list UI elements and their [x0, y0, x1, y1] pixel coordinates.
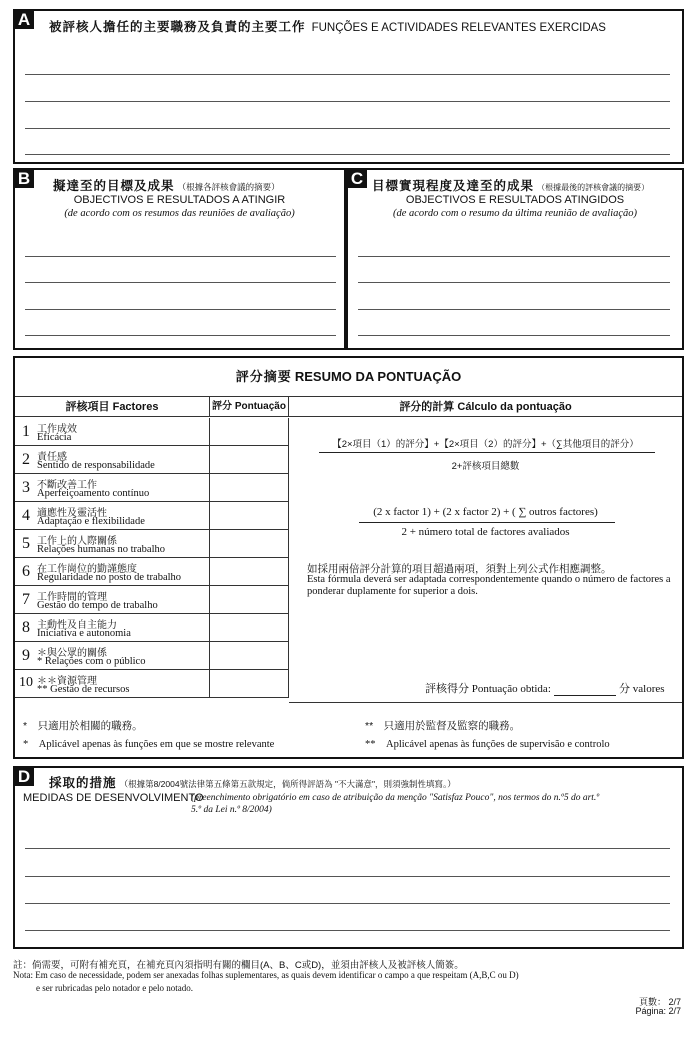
section-c-line-2[interactable] — [358, 282, 670, 283]
section-d-letter: D — [14, 767, 34, 786]
formula-note-pt: Esta fórmula deverá ser adaptada correspondentemente quando o número de factores a ponderar duplamente for superior a dois. — [307, 574, 671, 597]
formula-pt-fraction-line — [359, 522, 615, 523]
result-unit: 分 valores — [619, 683, 665, 695]
section-d-title-zh: 採取的措施 — [49, 776, 117, 790]
factor-row-9 — [15, 642, 209, 670]
factor-row-10 — [15, 670, 209, 698]
footer-note-pt-line-2: e ser rubricadas pelo notador e pelo notado. — [36, 983, 193, 993]
section-d-title-zh-note: （根據第8/2004號法律第五條第五款規定，倘所得評語為 "不大滿意"，則須強制性填寫。） — [119, 779, 456, 789]
section-b-line-2[interactable] — [25, 282, 336, 283]
factors-header — [15, 397, 209, 417]
formula-zh-denominator: 2+評核項目總數 — [451, 461, 520, 472]
page-number-pt: Página: 2/7 — [635, 1006, 681, 1016]
factor-name-pt: Aperfeiçoamento contínuo — [37, 488, 150, 499]
factor-name-zh: 在工作崗位的勤謹態度 — [37, 564, 137, 575]
section-a-line-4[interactable] — [25, 154, 670, 155]
footnote-2-zh: ** 只適用於監督及監察的職務。 — [365, 720, 521, 732]
section-d-title-pt: MEDIDAS DE DESENVOLVIMENTO — [23, 792, 204, 804]
factor-name-pt: Regularidade no posto de trabalho — [37, 572, 182, 583]
section-d-note-line-1: (preenchimento obrigatório em caso de atribuição da menção "Satisfaz Pouco", nos termos do n.º5 do art.º — [191, 793, 600, 803]
section-c-line-1[interactable] — [358, 256, 670, 257]
footer-note-zh: 註：倘需要，可附有補充頁，在補充頁內須指明有關的欄目(A、B、C或D)，並須由評核人及被評核人簡簽。 — [13, 960, 464, 971]
score-cell-6[interactable] — [209, 558, 289, 586]
section-a-title-zh: 被評核人擔任的主要職務及負責的主要工作 — [49, 20, 306, 34]
section-c-subtitle-pt: (de acordo com o resumo da última reunião de avaliação) — [392, 208, 638, 219]
section-c-title — [372, 176, 649, 194]
section-c — [346, 168, 684, 350]
result-label: 評核得分 Pontuação obtida: — [425, 683, 551, 695]
section-b-title-zh: 擬達至的目標及成果 — [53, 179, 175, 193]
section-b-title — [53, 176, 280, 194]
section-b-subtitle-pt: (de acordo com os resumos das reuniões de avaliação) — [64, 208, 295, 219]
section-b-line-1[interactable] — [25, 256, 336, 257]
score-header-zh: 評分 — [212, 401, 233, 412]
factor-name-pt: Iniciativa e autonomia — [37, 628, 131, 639]
section-b-line-4[interactable] — [25, 335, 336, 336]
summary-title-zh: 評分摘要 — [235, 369, 292, 384]
score-cell-8[interactable] — [209, 614, 289, 642]
factor-number: 8 — [22, 619, 30, 636]
factor-number: 3 — [22, 479, 30, 496]
factor-row-5 — [15, 530, 209, 558]
section-a-title-pt: FUNÇÕES E ACTIVIDADES RELEVANTES EXERCIDAS — [311, 22, 606, 34]
score-cell-4[interactable] — [209, 502, 289, 530]
formula-zh-fraction-line — [319, 452, 655, 453]
factor-name-pt: Adaptação e flexibilidade — [37, 516, 145, 527]
factor-row-1 — [15, 418, 209, 446]
factor-number: 10 — [19, 675, 33, 690]
section-d-title — [49, 773, 456, 791]
factor-row-2 — [15, 446, 209, 474]
calc-header-zh: 評分的計算 — [399, 401, 455, 413]
summary-section — [13, 356, 684, 759]
factor-name-zh: ＊＊資源管理 — [37, 676, 97, 687]
factor-name-zh: 適應性及靈活性 — [37, 508, 107, 519]
factor-number: 1 — [22, 423, 30, 440]
section-c-title-zh: 目標實現程度及達至的成果 — [372, 179, 535, 193]
section-a — [13, 9, 684, 164]
calc-header-pt: Cálculo da pontuação — [457, 401, 572, 413]
factor-number: 6 — [22, 563, 30, 580]
formula-pt-denominator: 2 + número total de factores avaliados — [401, 526, 570, 538]
formula-pt-numerator: (2 x factor 1) + (2 x factor 2) + ( ∑ outros factores) — [373, 506, 598, 518]
score-cell-3[interactable] — [209, 474, 289, 502]
factor-number: 4 — [22, 507, 30, 524]
section-a-letter: A — [14, 10, 34, 29]
factor-row-4 — [15, 502, 209, 530]
section-c-title-zh-note: （根據最後的評核會議的摘要） — [537, 183, 650, 192]
section-a-title — [49, 17, 606, 35]
score-header-pt: Pontuação — [234, 401, 286, 412]
formula-note-zh: 如採用兩倍評分計算的項目超過兩項，須對上列公式作相應調整。 — [307, 563, 612, 575]
section-a-line-1[interactable] — [25, 74, 670, 75]
score-cell-7[interactable] — [209, 586, 289, 614]
calc-header — [289, 397, 682, 417]
factor-name-zh: 主動性及自主能力 — [37, 620, 117, 631]
factor-name-pt: Gestão do tempo de trabalho — [37, 600, 158, 611]
section-d-line-3[interactable] — [25, 903, 670, 904]
factor-row-7 — [15, 586, 209, 614]
factor-row-8 — [15, 614, 209, 642]
result-row — [425, 680, 665, 696]
factor-name-pt: Relações humanas no trabalho — [37, 544, 165, 555]
summary-table — [15, 396, 682, 702]
factor-number: 5 — [22, 535, 30, 552]
factor-row-6 — [15, 558, 209, 586]
result-value[interactable] — [554, 684, 616, 696]
factor-name-zh: 工作時間的管理 — [37, 592, 107, 603]
section-d-line-4[interactable] — [25, 930, 670, 931]
score-cell-5[interactable] — [209, 530, 289, 558]
factors-header-pt: Factores — [112, 401, 159, 413]
factors-header-zh: 評核項目 — [65, 401, 110, 413]
factor-name-pt: ** Gestão de recursos — [37, 684, 130, 695]
section-c-letter: C — [347, 169, 367, 188]
calc-area — [289, 418, 682, 703]
factor-number: 7 — [22, 591, 30, 608]
score-cell-2[interactable] — [209, 446, 289, 474]
section-b — [13, 168, 346, 350]
footer-note-pt-line-1: Nota: Em caso de necessidade, podem ser anexadas folhas suplementares, as quais devem identificar o campo a que respeitam (A,B,C ou D) — [13, 970, 519, 980]
section-a-line-3[interactable] — [25, 128, 670, 129]
section-a-line-2[interactable] — [25, 101, 670, 102]
summary-title — [15, 366, 682, 385]
factor-name-zh: 工作上的人際關係 — [37, 536, 117, 547]
score-header — [209, 397, 289, 417]
factor-number: 2 — [22, 451, 30, 468]
section-c-line-3[interactable] — [358, 309, 670, 310]
score-cell-9[interactable] — [209, 642, 289, 670]
footnote-1-zh: * 只適用於相關的職務。 — [23, 720, 143, 732]
factor-name-zh: 不斷改善工作 — [37, 480, 97, 491]
section-b-title-pt: OBJECTIVOS E RESULTADOS A ATINGIR — [73, 194, 286, 206]
footnote-2-pt: ** Aplicável apenas às funções de supervisão e controlo — [365, 739, 610, 750]
section-d-line-2[interactable] — [25, 876, 670, 877]
section-b-title-zh-note: （根據各評核會議的摘要） — [177, 182, 280, 192]
section-c-title-pt: OBJECTIVOS E RESULTADOS ATINGIDOS — [405, 194, 625, 206]
score-cell-10[interactable] — [209, 670, 289, 698]
section-d — [13, 766, 684, 949]
section-c-line-4[interactable] — [358, 335, 670, 336]
section-d-line-1[interactable] — [25, 848, 670, 849]
factor-number: 9 — [22, 647, 30, 664]
section-b-line-3[interactable] — [25, 309, 336, 310]
factor-row-3 — [15, 474, 209, 502]
factor-name-zh: 工作成效 — [37, 424, 77, 435]
factor-name-pt: * Relações com o público — [37, 656, 146, 667]
factor-name-pt: Sentido de responsabilidade — [37, 460, 155, 471]
summary-title-pt: RESUMO DA PONTUAÇÃO — [294, 369, 462, 384]
score-cell-1[interactable] — [209, 418, 289, 446]
factor-name-zh: ＊與公眾的關係 — [37, 648, 107, 659]
factor-name-zh: 責任感 — [37, 452, 67, 463]
formula-zh-numerator: 【2×項目（1）的評分】+【2×項目（2）的評分】+（∑其他項目的評分） — [332, 439, 639, 450]
factor-name-pt: Eficácia — [37, 432, 72, 443]
section-d-note-line-2: 5.º da Lei n.º 8/2004) — [191, 805, 272, 815]
page-number-zh: 頁數： 2/7 — [638, 997, 681, 1007]
footnote-1-pt: * Aplicável apenas às funções em que se mostre relevante — [23, 739, 275, 750]
section-b-letter: B — [14, 169, 34, 188]
